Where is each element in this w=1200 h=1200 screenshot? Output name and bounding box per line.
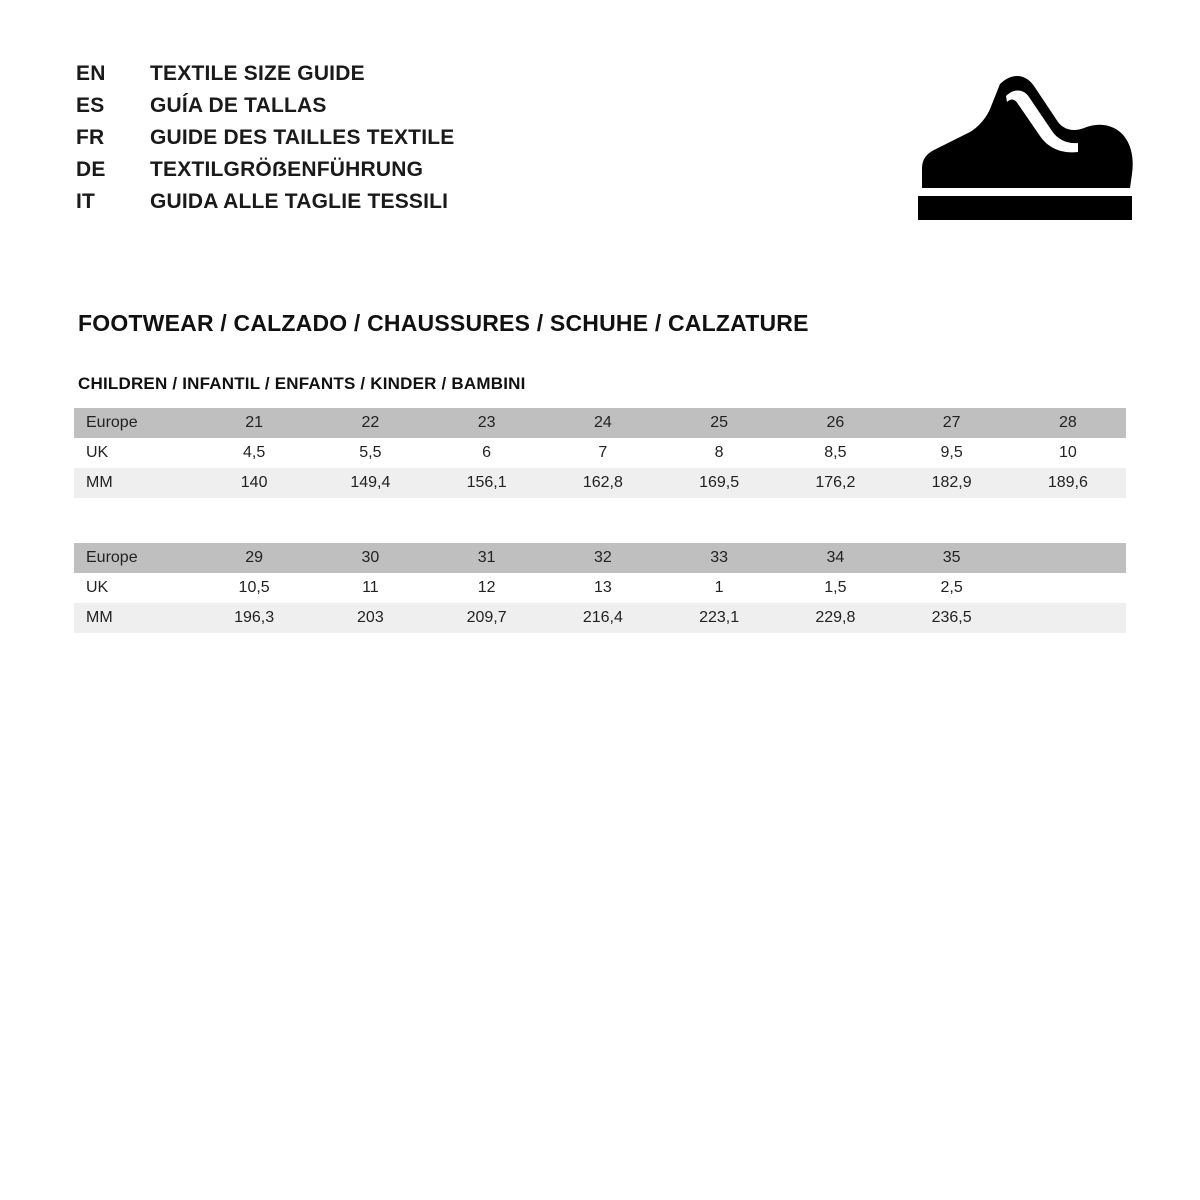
language-code: FR <box>76 126 105 149</box>
table-cell: 10,5 <box>196 573 312 603</box>
table-cell: 1,5 <box>777 573 893 603</box>
table-cell: 4,5 <box>196 438 312 468</box>
table-cell: 216,4 <box>545 603 661 633</box>
table-cell: 1 <box>661 573 777 603</box>
table-cell: 12 <box>429 573 545 603</box>
row-label: MM <box>74 603 196 633</box>
table-row <box>74 468 1126 498</box>
table-cell: 35 <box>894 543 1010 573</box>
table-cell <box>1010 603 1126 633</box>
language-code: ES <box>76 94 105 117</box>
table-cell: 140 <box>196 468 312 498</box>
table-cell: 23 <box>429 408 545 438</box>
row-label: UK <box>74 438 196 468</box>
table-cell: 149,4 <box>312 468 428 498</box>
table-cell: 169,5 <box>661 468 777 498</box>
row-label: Europe <box>74 408 196 438</box>
table-cell: 6 <box>429 438 545 468</box>
table-cell: 27 <box>894 408 1010 438</box>
table-cell: 182,9 <box>894 468 1010 498</box>
section-subtitle: CHILDREN / INFANTIL / ENFANTS / KINDER / BAMBINI <box>78 374 526 393</box>
table-cell: 11 <box>312 573 428 603</box>
table-cell: 25 <box>661 408 777 438</box>
table-cell: 162,8 <box>545 468 661 498</box>
table-row <box>74 543 1126 573</box>
table-cell: 196,3 <box>196 603 312 633</box>
table-cell: 33 <box>661 543 777 573</box>
row-label: MM <box>74 468 196 498</box>
row-label: Europe <box>74 543 196 573</box>
table-cell: 5,5 <box>312 438 428 468</box>
table-cell: 24 <box>545 408 661 438</box>
language-title: TEXTILE SIZE GUIDE <box>150 62 365 85</box>
size-table-children-1 <box>74 408 1126 498</box>
table-cell: 32 <box>545 543 661 573</box>
table-row <box>74 438 1126 468</box>
section-title: FOOTWEAR / CALZADO / CHAUSSURES / SCHUHE / CALZATURE <box>78 310 809 336</box>
table-cell: 229,8 <box>777 603 893 633</box>
language-title: TEXTILGRÖẞENFÜHRUNG <box>150 158 424 181</box>
table-cell: 2,5 <box>894 573 1010 603</box>
table-cell: 8,5 <box>777 438 893 468</box>
table-cell: 209,7 <box>429 603 545 633</box>
table-cell <box>1010 543 1126 573</box>
table-cell: 156,1 <box>429 468 545 498</box>
language-title: GUÍA DE TALLAS <box>150 94 327 117</box>
table-cell: 236,5 <box>894 603 1010 633</box>
language-code: DE <box>76 158 106 181</box>
table-cell: 7 <box>545 438 661 468</box>
table-cell: 223,1 <box>661 603 777 633</box>
table-cell: 26 <box>777 408 893 438</box>
table-cell: 31 <box>429 543 545 573</box>
language-code: IT <box>76 190 96 213</box>
table-cell: 9,5 <box>894 438 1010 468</box>
table-cell: 189,6 <box>1010 468 1126 498</box>
table-cell: 8 <box>661 438 777 468</box>
size-table-children-2 <box>74 543 1126 633</box>
table-cell: 28 <box>1010 408 1126 438</box>
language-code: EN <box>76 62 106 85</box>
table-cell: 34 <box>777 543 893 573</box>
table-cell: 21 <box>196 408 312 438</box>
table-cell: 176,2 <box>777 468 893 498</box>
table-row <box>74 408 1126 438</box>
language-title: GUIDE DES TAILLES TEXTILE <box>150 126 455 149</box>
table-cell: 30 <box>312 543 428 573</box>
language-title: GUIDA ALLE TAGLIE TESSILI <box>150 190 449 213</box>
table-cell: 203 <box>312 603 428 633</box>
table-row <box>74 603 1126 633</box>
table-cell: 29 <box>196 543 312 573</box>
table-cell: 22 <box>312 408 428 438</box>
table-cell <box>1010 573 1126 603</box>
table-cell: 10 <box>1010 438 1126 468</box>
table-cell: 13 <box>545 573 661 603</box>
row-label: UK <box>74 573 196 603</box>
table-row <box>74 573 1126 603</box>
sneaker-icon <box>908 56 1138 236</box>
